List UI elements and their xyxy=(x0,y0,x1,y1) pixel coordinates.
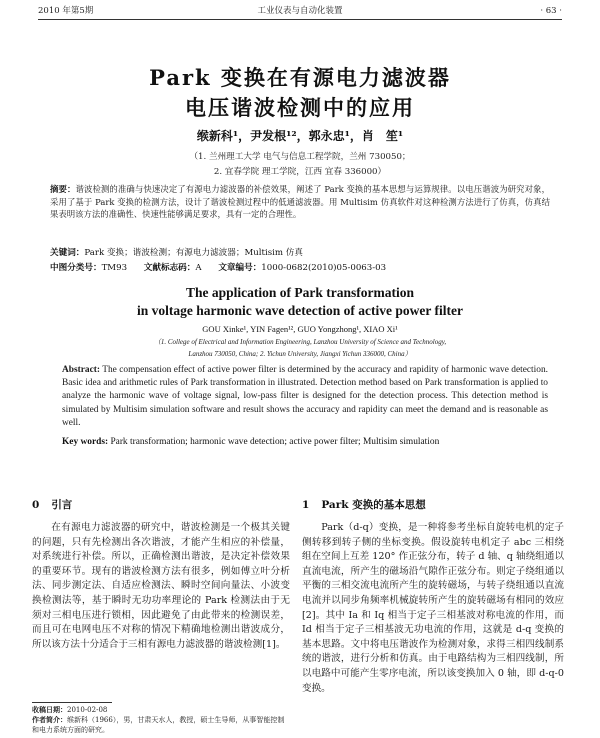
section-1-paragraph: Park（d-q）变换，是一种将参考坐标自旋转电机的定子侧转移到转子侧的坐标变换。假设旋转电机定子 abc 三相绕组在空间上互差 120° 作正弦分布，转子 d 轴、q 轴绕组通以直流电流，所产生的磁场沿气隙作正弦分布。则定子绕组通以平衡的三相交流电流所产生的旋转磁场，与转子绕组通以直流电流并以同步角频率机械旋转所产生的旋转磁场有相同的效应[2]。其中 Ia 和 Iq 相当于定子三相基波对称电流的作用，而 Id 相当于定子三相基波无功电流的作用，这就是 d-q 变换的基本思路。文中将电压谐波作为检测对象，求得三相四线制系统的谐波，进行分析和仿真。由于电路结构为三相四线制，所以电路中可能产生零序电流，所以该变换加入 0 轴，即 d-q-0 变换。 xyxy=(302,522,564,694)
keywords-en xyxy=(62,436,548,449)
abstract-cn xyxy=(50,183,550,221)
clc-number xyxy=(50,262,127,274)
affiliation-en-2: Lanzhou 730050, China; 2. Yichun University, Jiangxi Yichun 336000, China） xyxy=(188,350,412,358)
title-en-line2: in voltage harmonic wave detection of active power filter xyxy=(137,303,463,318)
section-1-heading xyxy=(302,497,564,512)
title-cn-line1: Park 变换在有源电力滤波器 xyxy=(149,65,451,90)
abstract-en-label: Abstract: xyxy=(62,365,101,375)
affiliation-en-1: （1. College of Electrical and Information Engineering, Lanzhou University of Science and Technology, xyxy=(153,338,447,346)
abstract-en-text: The compensation effect of active power filter is determined by the accuracy and rapidity of harmonic wave detection. Basic idea and arithmetic rules of Park transformation in illustrated. Detection method based on Park transformation is applied to analyze the harmonic wave of voltage signal, low-pass filter is designed for the detection process. This detection method is simulated by Multisim simulation software and result shows the accuracy and rapidity can meet the demand and is reasonable as well. xyxy=(62,365,548,428)
article-number-label: 文章编号： xyxy=(218,263,262,273)
clc-label: 中图分类号： xyxy=(50,263,102,273)
keywords-cn xyxy=(50,247,550,259)
document-code-value: A xyxy=(195,263,202,273)
keywords-en-label: Key words: xyxy=(62,437,109,447)
abstract-cn-label: 摘要： xyxy=(50,184,76,194)
affiliation-cn-2: 2. 宜春学院 理工学院，江西 宜春 336000） xyxy=(213,167,387,177)
keywords-en-text: Park transformation; harmonic wave detection; active power filter; Multisim simulation xyxy=(110,437,440,447)
footnote-received-date: 2010-02-08 xyxy=(67,706,108,714)
header-divider xyxy=(38,19,562,20)
document-code xyxy=(144,262,202,274)
article-number xyxy=(218,262,386,274)
title-en-line1: The application of Park transformation xyxy=(186,285,414,300)
body-column-left xyxy=(32,497,290,652)
section-1-title: Park 变换的基本思想 xyxy=(321,499,426,511)
classification-line xyxy=(50,262,550,274)
footnote-received-label: 收稿日期： xyxy=(32,705,67,714)
section-1-number: 1 xyxy=(302,499,310,511)
keywords-cn-text: Park 变换；谐波检测；有源电力滤波器；Multisim 仿真 xyxy=(84,248,303,258)
running-header-journal: 工业仪表与自动化装置 xyxy=(257,6,343,16)
footnote-received xyxy=(32,705,290,715)
affiliation-cn-1: （1. 兰州理工大学 电气与信息工程学院，兰州 730050； xyxy=(189,152,411,162)
footnote-bio-text: 缑新科（1966），男，甘肃天水人，教授，硕士生导师，从事智能控制和电力系统方面的研究。 xyxy=(32,716,285,734)
running-header-issue: 2010 年第5期 xyxy=(38,6,94,16)
section-0-title: 引言 xyxy=(51,499,73,511)
footnote-author-bio xyxy=(32,715,290,735)
authors-cn: 缑新科¹，尹发根¹²，郭永忠¹，肖 笙¹ xyxy=(196,129,404,143)
title-cn-line2: 电压谐波检测中的应用 xyxy=(185,95,415,120)
keywords-cn-label: 关键词： xyxy=(50,248,85,258)
running-header-page-number: · 63 · xyxy=(540,6,562,16)
footnote-bio-label: 作者简介： xyxy=(32,715,67,724)
footnotes xyxy=(32,705,290,735)
section-0-paragraph: 在有源电力滤波器的研究中，谐波检测是一个极其关键的问题，只有先检测出各次谐波，才能产生相应的补偿量，对系统进行补偿。所以，正确检测出谐波，是决定补偿效果的重要环节。现有的谐波检测方法有很多，例如傅立叶分析法、同步测定法、自适应检测法、瞬时空间向量法、小波变换检测法等，基于瞬时无功功率理论的 Park 检测法由于无须对三相电压进行锁相，因此避免了由此带来的检测误差，而且可在电网电压不对称的情况下精确地检测出谐波成分，所以该方法十分适合于三相有源电力滤波器的谐波检测[1]。 xyxy=(32,522,290,650)
article-number-value: 1000-0682(2010)05-0063-03 xyxy=(261,263,387,273)
body-column-right xyxy=(302,497,564,696)
abstract-en xyxy=(62,364,548,430)
footnote-divider xyxy=(32,702,112,703)
abstract-cn-text: 谐波检测的准确与快速决定了有源电力滤波器的补偿效果，阐述了 Park 变换的基本思想与运算规律。以电压谐波为研究对象，采用了基于 Park 变换的检测方法，设计了谐波检测过程中的低通滤波器。用 Multisim 仿真软件对这种检测方法进行了仿真，仿真结果表明该方法的准确性、快速性能够满足要求，具有一定的合理性。 xyxy=(50,184,551,220)
section-0-number: 0 xyxy=(32,499,40,511)
clc-value: TM93 xyxy=(101,263,128,273)
authors-en: GOU Xinke¹, YIN Fagen¹², GUO Yongzhong¹, XIAO Xi¹ xyxy=(202,324,398,334)
running-header xyxy=(38,4,562,18)
section-0-heading xyxy=(32,497,290,512)
document-code-label: 文献标志码： xyxy=(143,263,196,273)
